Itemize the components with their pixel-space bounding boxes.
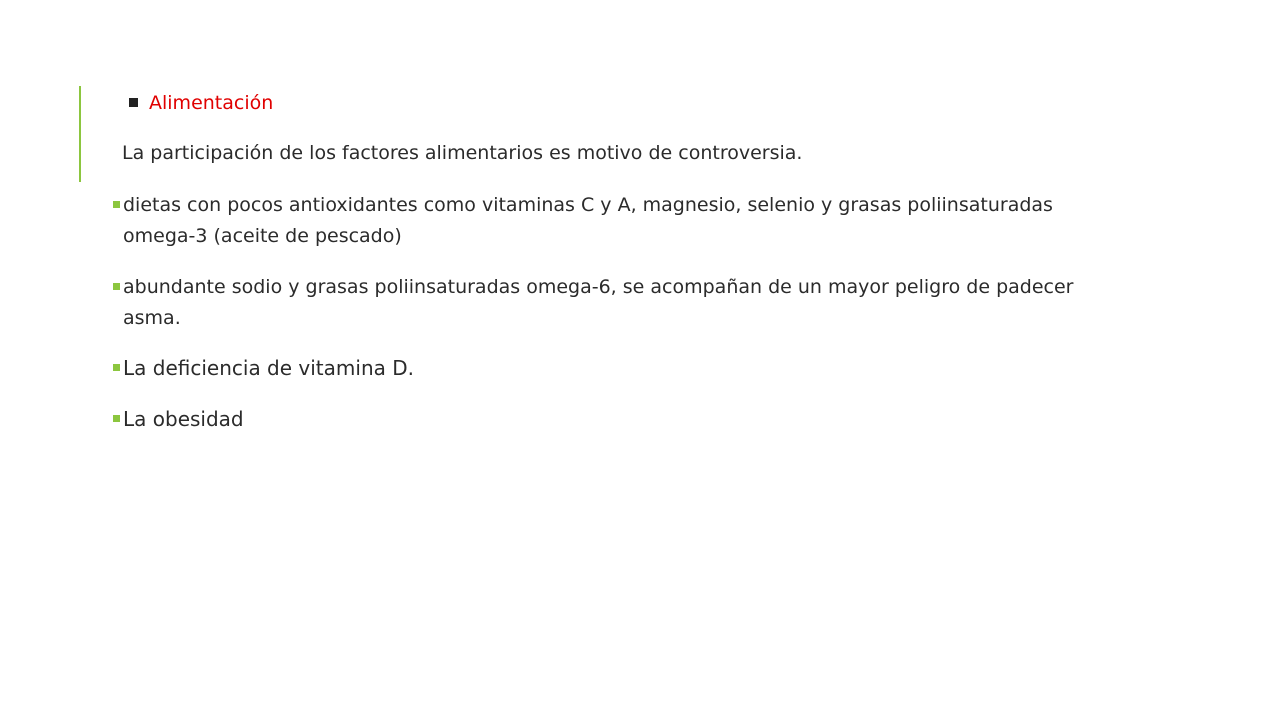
square-bullet-icon [113,283,120,290]
bullet-item [113,190,1093,252]
bullet-text: La obesidad [123,407,244,431]
bullet-text: abundante sodio y grasas poliinsaturadas omega-6, se acompañan de un mayor peligro de padecer asma. [123,276,1074,329]
bullet-list [113,190,1093,456]
bullet-item [113,405,1093,434]
bullet-item [113,354,1093,383]
square-bullet-icon [113,415,120,422]
square-bullet-icon [129,98,138,107]
square-bullet-icon [113,364,120,371]
accent-line [79,86,81,182]
square-bullet-icon [113,201,120,208]
bullet-item [113,272,1093,334]
bullet-text: La deficiencia de vitamina D. [123,356,414,380]
heading-text: Alimentación [149,92,274,114]
section-heading [129,90,273,116]
bullet-text: dietas con pocos antioxidantes como vitaminas C y A, magnesio, selenio y grasas poliinsaturadas omega-3 (aceite de pescado) [123,194,1053,247]
intro-paragraph: La participación de los factores alimentarios es motivo de controversia. [122,142,803,164]
